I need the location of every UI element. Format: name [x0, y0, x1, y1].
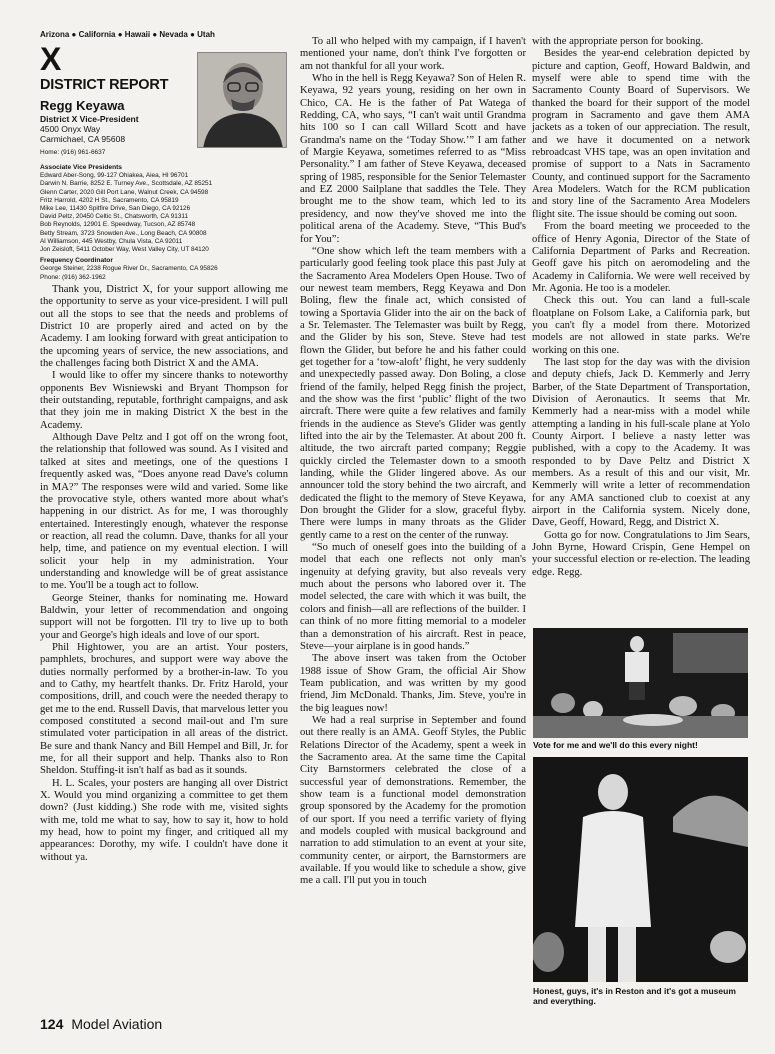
paragraph: George Steiner, thanks for nominating me. Howard Baldwin, your letter of recommendation and ongoing support will not be forgotten. I'll try to live up to both your and George's high ideals and love of our sport. — [40, 592, 288, 641]
column-2 — [300, 36, 526, 888]
paragraph: The last stop for the day was with the division and deputy chiefs, Jack D. Kemmerly and Jerry Barber, of the State Department of Transportation, Division of Aeronautics. It seems that Mr. Kemmerly had a near-miss with a model while attempting a landing in his full-scale plane at Yolo County Airport. I believe a nasty letter was published, with a copy to the Academy. It was responded to by Dave Peltz and District X members. As a result of this and our visit, Mr. Kemmerly will write a letter of recommendation for any AMA sanctioned club to coexist at any airport in the California system. Nicely done, Dave, Geoff, Howard, Regg, and District X. — [532, 356, 750, 529]
associate-entry: Fritz Harrold, 4202 H St., Sacramento, CA 95819 — [40, 196, 179, 204]
vice-president-block — [40, 98, 195, 156]
paragraph: Besides the year-end celebration depicted by picture and caption, Geoff, Howard Baldwin, and myself were able to spend time with the Sacramento County Board of Supervisors. We thanked the board for their support of the model program in Sacramento and gave them AMA jackets as a token of our appreciation. The result, and we have it documented on a network rebroadcast VHS tape, was an open invitation and promise of support to a Nats in Sacramento County, and continued support for the Sacramento Area Modelers. Watch for the RCM publication and story line of the Sacramento Area Modelers flight site. The issue should be coming out soon. — [532, 48, 750, 220]
vp-address-1: 4500 Onyx Way — [40, 124, 101, 134]
paragraph: Thank you, District X, for your support allowing me the opportunity to serve as your vice-president. I will pull out all the stops to see that the needs and problems of District 10 are properly aired and acted on by the Academy. I am looking forward with great anticipation to the upcoming years of service, the new associations, and the challenges facing both District X and the AMA. — [40, 284, 288, 370]
vp-address-2: Carmichael, CA 95608 — [40, 134, 126, 144]
paragraph: with the appropriate person for booking. — [532, 36, 704, 47]
paragraph: Gotta go for now. Congratulations to Jim Sears, John Byrne, Howard Crispin, Gene Hempel on your successful election or re-election. The leading edge. Regg. — [532, 529, 750, 578]
paragraph: H. L. Scales, your posters are hanging all over District X. Would you mind organizing a committee to get them down? (Just kidding.) She rode with me, visited sights with me, told me what to say, how to say it, how to hold my head, how to point my finger, and critiqued all my appearances: Dorothy, my wife. I couldn't have done it without ya. — [40, 777, 288, 863]
associate-entry: Glenn Carter, 2020 Gill Port Lane, Walnut Creek, CA 94598 — [40, 188, 209, 196]
paragraph: From the board meeting we proceeded to the office of Henry Agonia, Director of the State of California Department of Parks and Recreation. Geoff gave his pitch on aeromodeling and the Academy in California. We were well received by Mr. Agonia. He too is a modeler. — [532, 221, 750, 294]
district-letter: X — [40, 41, 62, 77]
vp-phone: Home: (916) 961-6637 — [40, 149, 106, 156]
page-number: 124 — [40, 1016, 64, 1032]
column-3 — [532, 36, 750, 579]
vp-role: District X Vice-President — [40, 114, 139, 124]
frequency-heading: Frequency Coordinator — [40, 257, 113, 265]
associate-entry: Al Williamson, 445 Westby, Chula Vista, CA 92011 — [40, 237, 183, 245]
frequency-phone: Phone: (916) 362-1962 — [40, 273, 106, 281]
man-portrait-photo — [533, 757, 748, 982]
states-line: Arizona ● California ● Hawaii ● Nevada ● Utah — [40, 30, 215, 39]
associates-block — [40, 164, 290, 282]
paragraph: “One show which left the team members with a particularly good feeling took place this past July at the Sacramento Area Modelers Open House. Two of our newest team members, Regg Keyawa and Don Boling, flew the finale act, which consisted of towing a Sportavia Glider into the air on the back of a Sr. Telemaster. The Telemaster was built by Regg, and the Glider by his son, Steve. Steve had test flown the Glider, but before he and his father could get together for a ‘tow-aloft’ flight, he very suddenly and unexpectedly passed away. Don Boling, a close friend of the family, helped Regg finish the project, and the show was the first ‘public’ flight of the two aircraft. There were quite a few relatives and family friends in the audience as Steve's Glider was gently lifted into the air by the Telemaster. At about 200 ft. altitude, the two aircraft parted company; Reggie quickly circled the Telemaster down to a smooth landing, while the Glider lingered above. As our announcer told the story behind the two aircraft, and dedicated the flight to the memory of Steve Keyawa, Don brought the Glider for a slow, graceful flyby. There were lumps in many throats as the Glider gently came to a rest on the center of the runway. — [300, 245, 526, 541]
paragraph: I would like to offer my sincere thanks to noteworthy opponents Bev Wisniewski and Bryant Thompson for their outstanding, reputable, forthright campaigns, and ask that they join me in making District X the best in the Academy. — [40, 370, 288, 431]
associate-entry: Mike Lee, 11430 Spitfire Drive, San Diego, CA 92126 — [40, 205, 191, 213]
paragraph: The above insert was taken from the October 1988 issue of Show Gram, the official Air Show Team publication, and was written by my good friend, Jim McDonald. Thanks, Jim. Steve, you're in the big leagues now! — [300, 653, 526, 714]
frequency-address: George Steiner, 2238 Rogue River Dr., Sacramento, CA 95826 — [40, 265, 218, 273]
vp-name: Regg Keyawa — [40, 98, 125, 113]
associate-entry: Jon Zeisloft, 5411 October Way, West Valley City, UT 84120 — [40, 246, 209, 254]
party-photo — [533, 628, 748, 738]
column-1 — [40, 284, 288, 864]
paragraph: Who in the hell is Regg Keyawa? Son of Helen R. Keyawa, 92 years young, residing on her own in Chico, CA. He is the father of Pat Watega of Redding, CA, who says, “I can't wait until Grandma hits 100 so I can call Willard Scott and have Grandma's name on the ‘Today Show.’” I am father of Margie Keyawa, sometimes referred to as “Miss Personality.” I am father of Steve Keyawa, deceased spring of 1985, responsible for the Senior Telemaster and EZ 2000 Sailplane that saddles the Tele. They brought me to the show team, which led to its presidency, and now they've shoved me into the political arena of the Academy. Steve, “This Bud's for You”: — [300, 73, 526, 245]
paragraph: We had a real surprise in September and found out there really is an AMA. Geoff Styles, the Public Relations Director of the Academy, spent a week in the Sacramento area. At the same time the Capital City Barnstormers celebrated the close of a successful year of demonstrations. Remember, the show team is a functional model demonstration group sponsored by the Academy for the promotion of our sport. If you need a terrific variety of flying and models coupled with musical background and narration to add stimulation to an event at your site, community center, or airport, the Barnstormers are available. If you would like to schedule a show, give me a call. I'll put you in touch — [300, 714, 526, 887]
author-portrait — [197, 52, 287, 148]
associate-entry: Bob Reynolds, 12901 E. Speedway, Tucson, AZ 85748 — [40, 221, 196, 229]
associate-entry: Edward Aber-Song, 99-127 Ohiakea, Aiea, HI 96701 — [40, 172, 189, 180]
associate-entry: David Peltz, 20450 Celtic St., Chatsworth, CA 91311 — [40, 213, 189, 221]
photo1-caption: Vote for me and we'll do this every night! — [533, 740, 698, 750]
photo2-caption: Honest, guys, it's in Reston and it's got a museum and everything. — [533, 986, 736, 1006]
paragraph: “So much of oneself goes into the building of a model that each one reflects not only man's ingenuity at defying gravity, but also reveals very much about the persons who labored over it. The model selected, the care with which it was built, the colors and finish—all are reflections of the builder. I can think of no more fitting memorial to a modeler than a demonstration of his aircraft. Rest in peace, Steve—your airplane is in good hands.” — [300, 542, 526, 652]
page-footer — [40, 1016, 162, 1032]
paragraph: Phil Hightower, you are an artist. Your posters, pamphlets, brochures, and support were way above the duties normally performed by a brother-in-law. To you and to Cathy, my heartfelt thanks. Dr. Fritz Harold, your compositions, drill, and couch were the needed therapy to get me to the end. Russell Davis, that marvelous letter you composed constituted a second mail-out and I'm sure stimulated voter participation in all areas of the district. Be sure and thank Nancy and Bill Hempel and Bill, Jr. for me, for all their support and help. Thanks also to Ron Sheldon. Stuffing-it isn't half as bad as it sounds. — [40, 641, 288, 777]
section-title: DISTRICT REPORT — [40, 77, 169, 93]
associates-heading: Associate Vice Presidents — [40, 164, 122, 171]
paragraph: Check this out. You can land a full-scale floatplane on Folsom Lake, a California park, but you can't fly a model from there. Motorized models are not allowed in state parks. We're working on this one. — [532, 295, 750, 356]
associate-entry: Darwin N. Barrie, 8252 E. Turney Ave., Scottsdale, AZ 85251 — [40, 180, 213, 188]
associate-entry: Betty Stream, 3723 Snowden Ave., Long Beach, CA 90808 — [40, 229, 207, 237]
magazine-name: Model Aviation — [71, 1016, 163, 1032]
paragraph: To all who helped with my campaign, if I haven't mentioned your name, don't think I've forgotten or am not thankful for all your work. — [300, 36, 526, 72]
paragraph: Although Dave Peltz and I got off on the wrong foot, the relationship that followed was sound. As I visited and talked at sites and meetings, one of the questions I frequently asked was, “Does anyone read Dave's column in MA?” The responses were wild and varied. Some like the provocative style, others wanted more about what's happening in our district. As for me, I was thoroughly entertained. Interestingly enough, whatever the response or reaction, all read the column. Dave, thanks for all your help, time, and patience on my eventual election. I will solicit your help in my administration. Your understanding and knowledge will be of great assistance to me. You'll be a tough act to follow. — [40, 432, 288, 592]
